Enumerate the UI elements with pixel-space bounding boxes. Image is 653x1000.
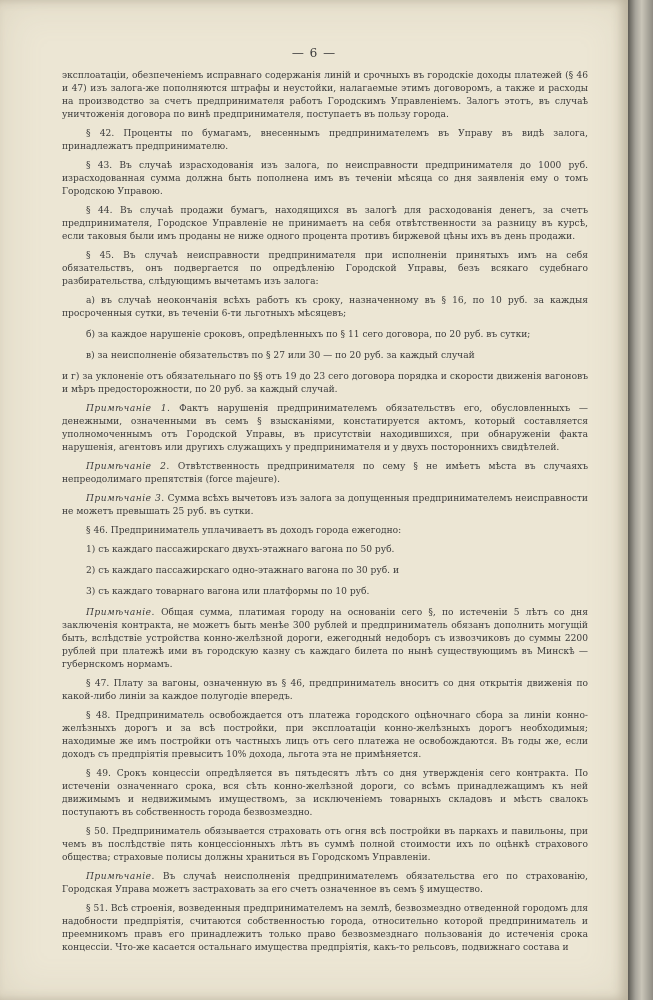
- page-fold-edge: [628, 0, 653, 1000]
- paragraph-43: § 43. Въ случаѣ израсходованія изъ залога, по неисправности предпринимателя до 1000 руб. израсходованная сумма должна быть пополнена имъ въ теченіи мѣсяца со дня заявленія ему о томъ Городскою Управою.: [62, 161, 588, 197]
- paragraph-47: § 47. Плату за вагоны, означенную въ § 46, предприниматель вноситъ со дня открытія движенія по какой-либо линіи за каждое полугодіе впередъ.: [62, 679, 588, 702]
- note-50-text: Въ случаѣ неисполненія предпринимателемъ обязательства его по страхованію, Городская Управа можетъ застраховать за его счетъ означенное въ семъ § имущество.: [62, 872, 588, 895]
- document-body: [62, 70, 588, 961]
- page-number: — 6 —: [291, 46, 337, 60]
- note-2: [62, 461, 588, 487]
- list-item-v: в) за неисполненіе обязательствъ по § 27 или 30 — по 20 руб. за каждый случай: [86, 351, 475, 361]
- paragraph-51: § 51. Всѣ строенія, возведенныя предпринимателемъ на землѣ, безвозмездно отведенной городомъ для надобности предпріятія, считаются собственностью города, относительно которой предприниматель и преемникомъ правъ его принадлежитъ только право безвозмезднаго пользованія до истеченія срока концессіи. Что-же касается остальнаго имущества предпріятія, какъ-то рельсовъ, подвижнаго состава и: [62, 904, 588, 953]
- note-1-title: Примѣчаніе 1.: [86, 404, 171, 414]
- list46-item-1: 1) съ каждаго пассажирскаго двухъ-этажнаго вагона по 50 руб.: [86, 545, 395, 555]
- paragraph-50: § 50. Предприниматель обязывается страховать отъ огня всѣ постройки въ паркахъ и павильоны, при чемъ въ послѣдствіе пять концессіонныхъ лѣтъ въ суммѣ полной стоимости ихъ по оцѣнкѣ страхового общества; страховые полисы должны храниться въ Городскомъ Управленіи.: [62, 827, 588, 863]
- paragraph-48: § 48. Предприниматель освобождается отъ платежа городского оцѣночнаго сбора за линіи конно-желѣзныхъ дорогъ и за всѣ постройки, при эксплоатаціи конно-желѣзныхъ дорогъ необходимыя; находимые же имъ постройки отъ частныхъ лицъ отъ сего платежа не освобождаются. Въ годы же, если доходъ съ предпріятія превыситъ 10% дохода, льгота эта не примѣняется.: [62, 711, 588, 760]
- list-item-g: и г) за уклоненіе отъ обязательнаго по §§ отъ 19 до 23 сего договора порядка и скорости движенія вагоновъ и мѣръ предосторожности, по 20 руб. за каждый случай.: [62, 372, 588, 395]
- note-50-title: Примѣчаніе.: [86, 872, 155, 882]
- note-46-text: Общая сумма, платимая городу на основаніи сего §, по истеченіи 5 лѣтъ со дня заключенія контракта, не можетъ быть менѣе 300 рублей и предприниматель обязанъ дополнить могущій быть, вслѣдствіе устройства конно-желѣзной дороги, ежегодный недоборъ съ извозчиковъ до суммы 2200 рублей при платежѣ ими въ городскую казну съ каждаго билета по нынѣ существующимъ въ Минскѣ — губернскомъ нормамъ.: [62, 608, 588, 670]
- list-item-b: б) за каждое нарушеніе сроковъ, опредѣленныхъ по § 11 сего договора, по 20 руб. въ сутки;: [86, 330, 531, 340]
- note-2-text: Отвѣтственность предпринимателя по сему § не имѣетъ мѣста въ случаяхъ непреодолимаго препятствія (force majeure).: [62, 462, 588, 485]
- note-2-title: Примѣчаніе 2.: [86, 462, 170, 472]
- paragraph-45: § 45. Въ случаѣ неисправности предпринимателя при исполненіи принятыхъ имъ на себя обязательствъ, онъ подвергается по опредѣленію Городской Управы, безъ всякаго судебнаго разбирательства, слѣдующимъ вычетамъ изъ залога:: [62, 251, 588, 287]
- note-3: [62, 493, 588, 519]
- note-3-text: Сумма всѣхъ вычетовъ изъ залога за допущенныя предпринимателемъ неисправности не можетъ превышать 25 руб. въ сутки.: [62, 494, 588, 517]
- note-46-title: Примѣчаніе.: [86, 608, 155, 618]
- paragraph-46: § 46. Предприниматель уплачиваетъ въ доходъ города ежегодно:: [86, 526, 402, 536]
- note-1: [62, 403, 588, 455]
- note-3-title: Примѣчаніе 3.: [86, 494, 165, 504]
- paragraph-49: § 49. Срокъ концессіи опредѣляется въ пятьдесятъ лѣтъ со дня утвержденія сего контракта. По истеченіи означеннаго срока, вся сѣть конно-желѣзной дороги, со всѣмъ принадлежащимъ къ ней движимымъ и недвижимымъ имуществомъ, за исключеніемъ товарныхъ складовъ и мѣстъ свалокъ поступаютъ въ собственность города безвозмездно.: [62, 769, 588, 818]
- list46-item-3: 3) съ каждаго товарнаго вагона или платформы по 10 руб.: [86, 587, 370, 597]
- paragraph-44: § 44. Въ случаѣ продажи бумагъ, находящихся въ залогѣ для расходованія денегъ, за счетъ предпринимателя, Городское Управленіе не принимаетъ на себя отвѣтственности за разницу въ курсѣ, если таковыя были имъ проданы не ниже одного процента противъ биржевой цѣны ихъ въ день продажи.: [62, 206, 588, 242]
- note-46: [62, 607, 588, 672]
- list-item-a: а) въ случаѣ неокончанія всѣхъ работъ къ сроку, назначенному въ § 16, по 10 руб. за каждыя просроченныя сутки, въ теченіи 6-ти льготныхъ мѣсяцевъ;: [62, 296, 588, 319]
- note-50: [62, 871, 588, 897]
- note-1-text: Фактъ нарушенія предпринимателемъ обязательствъ его, обусловленныхъ — денежными, означенными въ семъ § взысканіями, констатируется актомъ, который составляется уполномоченнымъ отъ Городской Управы, въ присутствіи находившихся, при обнаруженіи факта нарушенія, агентовъ или другихъ служащихъ у предпринимателя и у двухъ постороннихъ свидѣтелей.: [62, 404, 588, 453]
- list46-item-2: 2) съ каждаго пассажирскаго одно-этажнаго вагона по 30 руб. и: [86, 566, 400, 576]
- paragraph-continuation: эксплоатаціи, обезпеченіемъ исправнаго содержанія линій и срочныхъ въ городскіе доходы платежей (§ 46 и 47) изъ залога-же пополняются штрафы и неустойки, налагаемые этимъ договоромъ, а также и расходы на производство за счетъ предпринимателя работъ Городскимъ Управленіемъ. Залогъ этотъ, въ случаѣ уничтоженія договора по винѣ предпринимателя, поступаетъ въ пользу города.: [62, 71, 588, 120]
- paragraph-42: § 42. Проценты по бумагамъ, внесеннымъ предпринимателемъ въ Управу въ видѣ залога, принадлежатъ предпринимателю.: [62, 129, 588, 152]
